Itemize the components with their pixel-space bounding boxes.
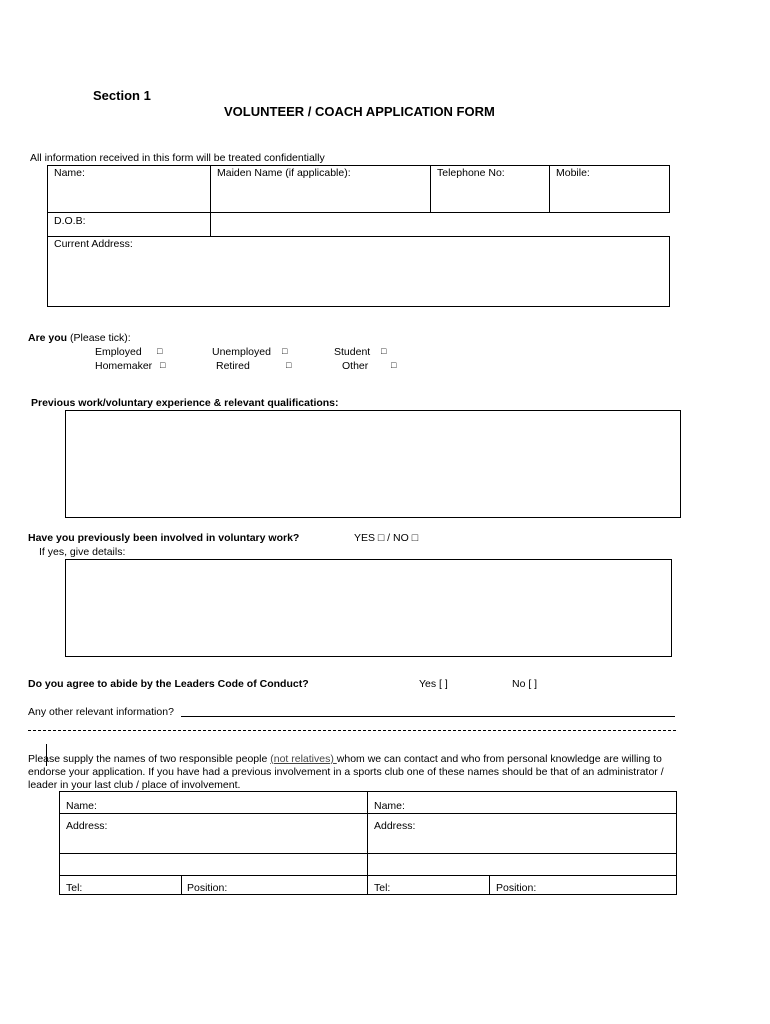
address-box[interactable] (47, 236, 670, 307)
ref1-position-label: Position: (187, 882, 228, 894)
option-homemaker: Homemaker (95, 360, 153, 372)
option-student: Student (334, 346, 371, 358)
retired-checkbox[interactable]: □ (286, 360, 292, 370)
other-info-line-2[interactable] (28, 730, 676, 731)
status-question-text: Are you (28, 332, 68, 344)
telephone-label: Telephone No: (437, 167, 505, 179)
references-intro-part1: Please supply the names of two responsible people (28, 753, 271, 765)
option-employed: Employed (95, 346, 142, 358)
references-intro-line1 (28, 753, 662, 765)
references-intro-line3: leader in your last club / place of involvement. (28, 779, 241, 791)
ref2-tel-label: Tel: (374, 882, 391, 894)
conduct-no[interactable]: No [ ] (512, 678, 538, 690)
ref2-position-label: Position: (496, 882, 537, 894)
conduct-yes[interactable]: Yes [ ] (419, 678, 448, 690)
experience-box[interactable] (65, 410, 681, 518)
voluntary-answer[interactable]: YES □ / NO □ (354, 532, 419, 544)
dob-label: D.O.B: (54, 215, 86, 227)
references-intro-part2: whom we can contact and who from personal knowledge are willing to (336, 753, 662, 765)
ref1-tel-label: Tel: (66, 882, 83, 894)
status-hint: (Please tick): (70, 332, 131, 344)
status-question (28, 332, 131, 344)
ref1-address-label: Address: (66, 820, 108, 832)
voluntary-details-box[interactable] (65, 559, 672, 657)
other-info-label: Any other relevant information? (28, 706, 174, 718)
other-checkbox[interactable]: □ (391, 360, 397, 370)
mobile-label: Mobile: (556, 167, 590, 179)
ref2-name-label: Name: (374, 800, 405, 812)
address-label: Current Address: (54, 238, 133, 250)
maiden-name-label: Maiden Name (if applicable): (217, 167, 351, 179)
option-other: Other (342, 360, 369, 372)
section-heading: Section 1 (93, 88, 151, 103)
option-unemployed: Unemployed (212, 346, 271, 358)
voluntary-question: Have you previously been involved in voluntary work? (28, 532, 300, 544)
ref2-address-label: Address: (374, 820, 416, 832)
name-label: Name: (54, 167, 85, 179)
experience-label: Previous work/voluntary experience & relevant qualifications: (31, 397, 339, 409)
voluntary-details-label: If yes, give details: (39, 546, 126, 558)
page-title: VOLUNTEER / COACH APPLICATION FORM (224, 104, 495, 119)
confidential-note: All information received in this form will be treated confidentially (30, 152, 325, 164)
references-table (59, 791, 677, 895)
ref1-name-label: Name: (66, 800, 97, 812)
other-info-line[interactable] (181, 716, 675, 717)
not-relatives-text: (not relatives) (270, 753, 337, 765)
references-intro-line2: endorse your application. If you have had a previous involvement in a sports club one of these names should be that of an administrator / (28, 766, 664, 778)
employed-checkbox[interactable]: □ (157, 346, 163, 356)
homemaker-checkbox[interactable]: □ (160, 360, 166, 370)
conduct-question: Do you agree to abide by the Leaders Code of Conduct? (28, 678, 309, 690)
student-checkbox[interactable]: □ (381, 346, 387, 356)
option-retired: Retired (216, 360, 250, 372)
unemployed-checkbox[interactable]: □ (282, 346, 288, 356)
